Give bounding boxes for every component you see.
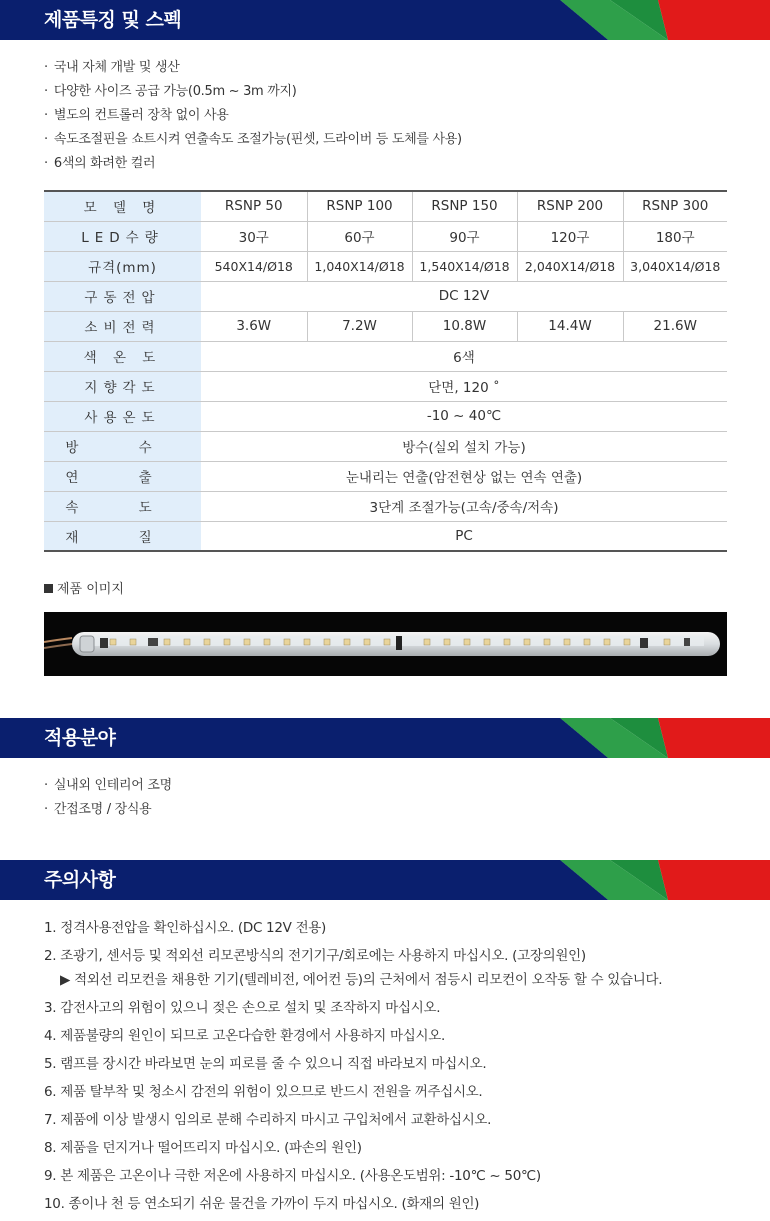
list-item: ▶ 적외선 리모컨을 채용한 기기(텔레비전, 에어컨 등)의 근처에서 점등시 리모컨이 오작동 할 수 있습니다. bbox=[60, 972, 663, 988]
table-cell: 90구 bbox=[412, 221, 517, 251]
list-item: 7. 제품에 이상 발생시 임의로 분해 수리하지 마시고 구입처에서 교환하십시오. bbox=[44, 1112, 492, 1128]
table-row bbox=[44, 311, 727, 341]
table-row bbox=[44, 191, 727, 221]
list-item: 10. 종이나 천 등 연소되기 쉬운 물건을 가까이 두지 마십시오. (화재의 원인) bbox=[44, 1196, 480, 1212]
led-tube-image bbox=[44, 612, 727, 676]
table-row bbox=[44, 221, 727, 251]
row-label: 소비전력 bbox=[44, 311, 201, 341]
row-label: 방 수 bbox=[44, 431, 201, 461]
applications-list bbox=[44, 774, 172, 822]
table-cell: -10 ~ 40℃ bbox=[201, 401, 727, 431]
section-header-cautions bbox=[0, 860, 770, 900]
table-cell: 540X14/Ø18 bbox=[201, 251, 307, 281]
table-row bbox=[44, 371, 727, 401]
section-title: 주의사항 bbox=[44, 869, 116, 891]
square-bullet-icon bbox=[44, 584, 53, 593]
table-row bbox=[44, 401, 727, 431]
table-cell: 단면, 120 ˚ bbox=[201, 371, 727, 401]
row-label: 구동전압 bbox=[44, 281, 201, 311]
header-decoration bbox=[540, 860, 770, 900]
table-cell: DC 12V bbox=[201, 281, 727, 311]
table-cell: 10.8W bbox=[412, 311, 517, 341]
table-cell: RSNP 300 bbox=[623, 191, 727, 221]
table-row bbox=[44, 521, 727, 551]
table-cell: 3단계 조절가능(고속/중속/저속) bbox=[201, 491, 727, 521]
list-item: · 간접조명 / 장식용 bbox=[44, 798, 172, 822]
table-cell: 눈내리는 연출(암전현상 없는 연속 연출) bbox=[201, 461, 727, 491]
row-label: 모 델 명 bbox=[44, 191, 201, 221]
table-row bbox=[44, 431, 727, 461]
image-caption: 제품 이미지 bbox=[44, 578, 124, 597]
list-item: 6. 제품 탈부착 및 청소시 감전의 위험이 있으므로 반드시 전원을 꺼주십시오. bbox=[44, 1084, 483, 1100]
list-item: · 국내 자체 개발 및 생산 bbox=[44, 56, 462, 80]
list-item: · 6색의 화려한 컬러 bbox=[44, 152, 462, 176]
cautions-list bbox=[44, 916, 662, 1220]
list-item: 5. 램프를 장시간 바라보면 눈의 피로를 줄 수 있으니 직접 바라보지 마십시오. bbox=[44, 1056, 487, 1072]
product-image bbox=[44, 612, 727, 676]
list-item: · 속도조절핀을 쇼트시켜 연출속도 조절가능(핀셋, 드라이버 등 도체를 사용) bbox=[44, 128, 462, 152]
table-row bbox=[44, 251, 727, 281]
table-row bbox=[44, 341, 727, 371]
section-header-application bbox=[0, 718, 770, 758]
list-item: 3. 감전사고의 위험이 있으니 젖은 손으로 설치 및 조작하지 마십시오. bbox=[44, 1000, 441, 1016]
table-cell: 방수(실외 설치 가능) bbox=[201, 431, 727, 461]
list-item: 9. 본 제품은 고온이나 극한 저온에 사용하지 마십시오. (사용온도범위: -10℃ ~ 50℃) bbox=[44, 1168, 541, 1184]
row-label: 속 도 bbox=[44, 491, 201, 521]
table-row bbox=[44, 461, 727, 491]
list-item: · 다양한 사이즈 공급 가능(0.5m ~ 3m 까지) bbox=[44, 80, 462, 104]
table-cell: 14.4W bbox=[517, 311, 623, 341]
table-cell: 120구 bbox=[517, 221, 623, 251]
table-cell: RSNP 100 bbox=[307, 191, 412, 221]
table-cell: 2,040X14/Ø18 bbox=[517, 251, 623, 281]
table-cell: RSNP 150 bbox=[412, 191, 517, 221]
row-label: 지향각도 bbox=[44, 371, 201, 401]
section-title: 적용분야 bbox=[44, 727, 116, 749]
header-decoration bbox=[540, 718, 770, 758]
table-cell: 1,540X14/Ø18 bbox=[412, 251, 517, 281]
header-decoration bbox=[540, 0, 770, 40]
list-item: 8. 제품을 던지거나 떨어뜨리지 마십시오. (파손의 원인) bbox=[44, 1140, 362, 1156]
row-label: 색 온 도 bbox=[44, 341, 201, 371]
features-list bbox=[44, 56, 462, 176]
table-cell: 60구 bbox=[307, 221, 412, 251]
list-item: · 실내외 인테리어 조명 bbox=[44, 774, 172, 798]
section-title: 제품특징 및 스펙 bbox=[44, 9, 182, 31]
list-item: 2. 조광기, 센서등 및 적외선 리모콘방식의 전기기구/회로에는 사용하지 마십시오. (고장의원인) bbox=[44, 948, 586, 964]
table-cell: 1,040X14/Ø18 bbox=[307, 251, 412, 281]
table-cell: 3,040X14/Ø18 bbox=[623, 251, 727, 281]
row-label: LED수량 bbox=[44, 221, 201, 251]
table-cell: 30구 bbox=[201, 221, 307, 251]
table-row bbox=[44, 491, 727, 521]
table-cell: PC bbox=[201, 521, 727, 551]
row-label: 규격(mm) bbox=[44, 251, 201, 281]
row-label: 재 질 bbox=[44, 521, 201, 551]
row-label: 사용온도 bbox=[44, 401, 201, 431]
table-cell: RSNP 200 bbox=[517, 191, 623, 221]
spec-table bbox=[44, 190, 727, 552]
list-item: · 별도의 컨트롤러 장착 없이 사용 bbox=[44, 104, 462, 128]
table-cell: 21.6W bbox=[623, 311, 727, 341]
section-header-features bbox=[0, 0, 770, 40]
table-cell: 7.2W bbox=[307, 311, 412, 341]
row-label: 연 출 bbox=[44, 461, 201, 491]
table-row bbox=[44, 281, 727, 311]
table-cell: 3.6W bbox=[201, 311, 307, 341]
table-cell: 180구 bbox=[623, 221, 727, 251]
list-item: 1. 정격사용전압을 확인하십시오. (DC 12V 전용) bbox=[44, 920, 327, 936]
table-cell: RSNP 50 bbox=[201, 191, 307, 221]
table-cell: 6색 bbox=[201, 341, 727, 371]
list-item: 4. 제품불량의 원인이 되므로 고온다습한 환경에서 사용하지 마십시오. bbox=[44, 1028, 445, 1044]
